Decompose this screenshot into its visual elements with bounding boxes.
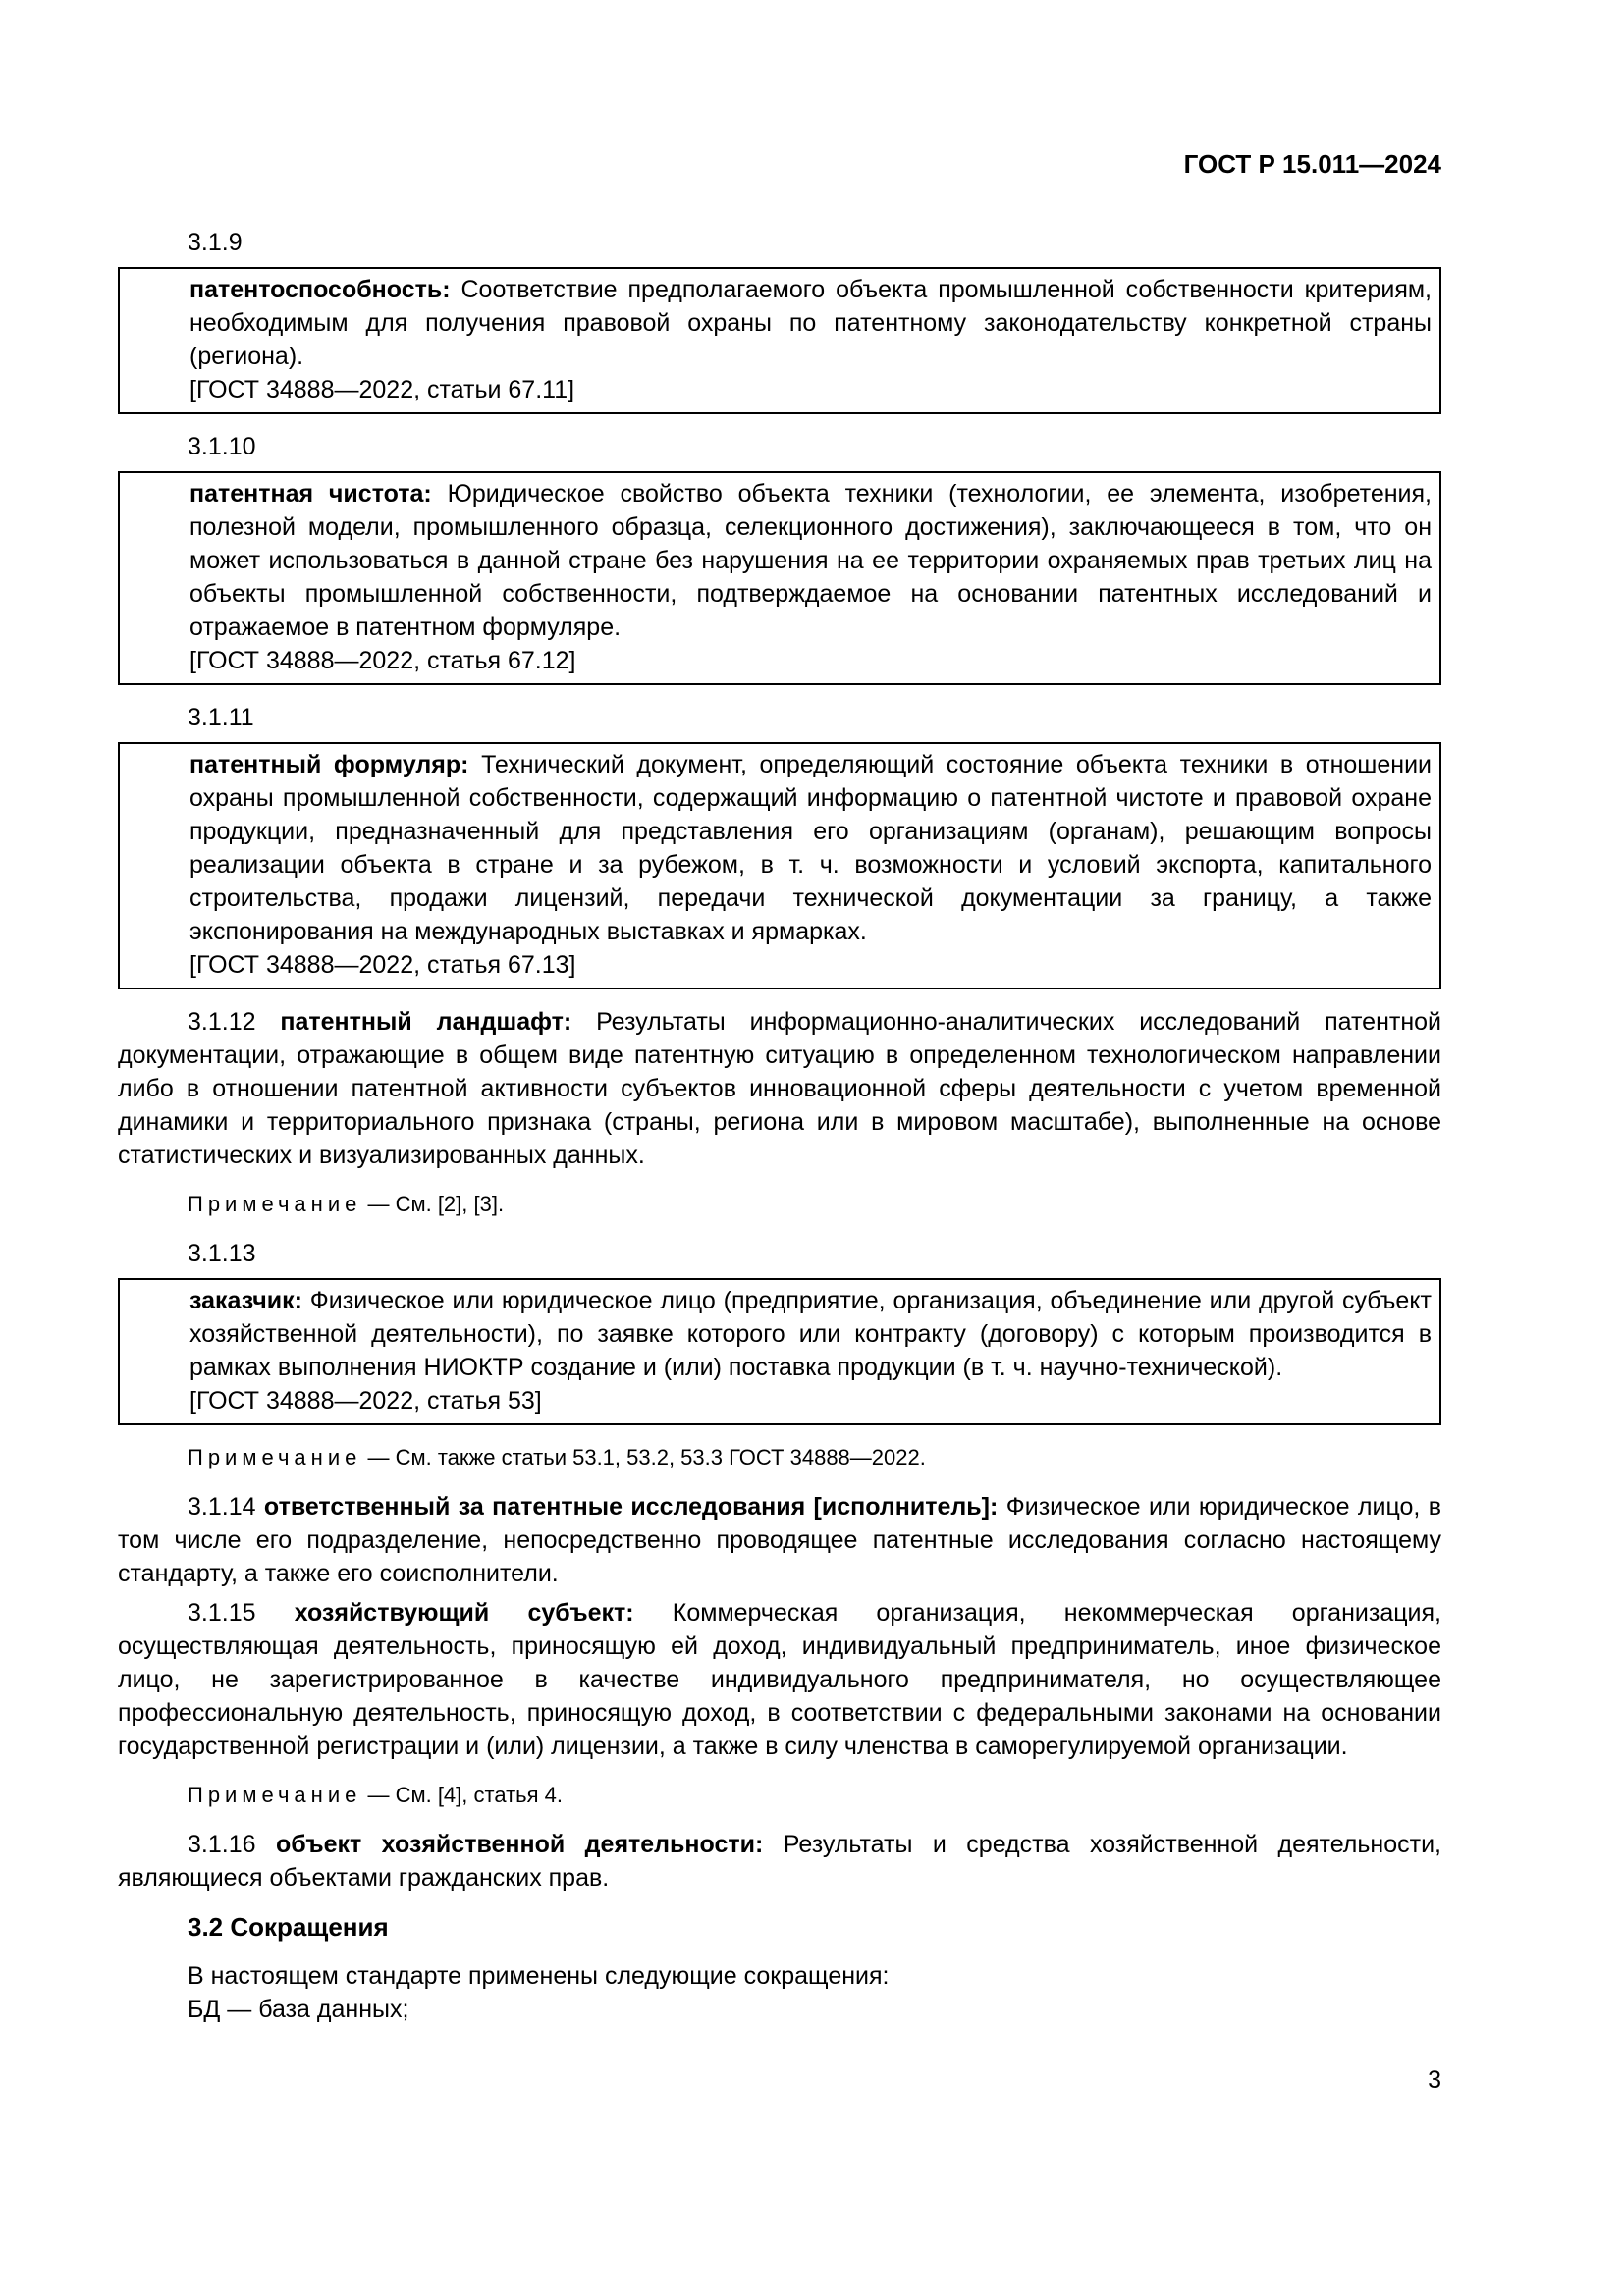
term: объект хозяйственной деятельности: [275,1831,764,1858]
paragraph-3-1-16 [118,1828,1441,1895]
term: ответственный за патентные исследования [исполнитель]: [263,1493,999,1521]
definition-text [120,748,1439,948]
definition: Соответствие предполагаемого объекта промышленной собственности критериям, необходимым для получения правовой охраны по патентному законодательству конкретной страны (региона). [189,276,1433,370]
term: патентоспособность: [189,276,451,303]
entry-number: 3.1.16 [188,1831,256,1858]
definition-source: [ГОСТ 34888—2022, статья 53] [189,1387,542,1415]
definition-box [118,742,1441,989]
note [118,1779,1441,1812]
abbreviation-item: БД — база данных; [188,1996,409,2023]
definition-box [118,1278,1441,1425]
definition: Технический документ, определяющий состояние объекта техники в отношении охраны промышленной собственности, содержащий информацию о патентной чистоте и правовой охране продукции, предназначенный для представления его организациям (органам), решающим вопросы реализации объекта в стране и за рубежом, в т. ч. возможности и условий экспорта, капитального строительства, продажи лицензий, передачи технической документации за границу, а также экспонирования на международных выставках и ярмарках. [189,751,1433,945]
definition-text [120,273,1439,373]
term: хозяйствующий субъект: [294,1599,634,1627]
note-label: Примечание [188,1783,362,1807]
paragraph-3-1-14 [118,1490,1441,1590]
definition: Результаты и средства хозяйственной деятельности, являющиеся объектами гражданских прав. [118,1831,1441,1892]
entry-number: 3.1.11 [188,704,254,731]
entry-number: 3.1.9 [188,229,243,256]
entry-number: 3.1.13 [188,1240,256,1267]
definition-source: [ГОСТ 34888—2022, статья 67.13] [189,951,576,979]
note [118,1441,1441,1474]
definition-box [118,267,1441,414]
definition: Коммерческая организация, некоммерческая организация, осуществляющая деятельность, приносящую ей доход, индивидуальный предприниматель, иное физическое лицо, не зарегистрированное в качестве индивидуального предпринимателя, но осуществляющее профессиональную деятельность, приносящую доход, в соответствии с федеральными законами на основании государственной регистрации и (или) лицензии, а также в силу членства в саморегулируемой организации. [118,1599,1441,1760]
note-text: — См. [2], [3]. [367,1192,505,1216]
definition-source: [ГОСТ 34888—2022, статьи 67.11] [189,376,575,403]
note-text: — См. также статьи 53.1, 53.2, 53.3 ГОСТ 34888—2022. [367,1445,926,1469]
definition-source: [ГОСТ 34888—2022, статья 67.12] [189,647,576,674]
term: заказчик: [189,1287,302,1314]
term: патентный формуляр: [189,751,469,778]
document-header: ГОСТ Р 15.011—2024 [1183,149,1441,179]
entry-number: 3.1.10 [188,433,256,460]
definition: Физическое или юридическое лицо, в том числе его подразделение, непосредственно проводящее патентные исследования согласно настоящему стандарту, а также его соисполнители. [118,1493,1442,1587]
definition: Юридическое свойство объекта техники (технологии, ее элемента, изобретения, полезной модели, промышленного образца, селекционного достижения), заключающееся в том, что он может использоваться в данной стране без нарушения на ее территории охраняемых прав третьих лиц на объекты промышленной собственности, подтверждаемое на основании патентных исследований и отражаемое в патентном формуляре. [189,480,1432,641]
entry-number: 3.1.14 [188,1493,256,1521]
note-label: Примечание [188,1445,362,1469]
term: патентная чистота: [189,480,432,507]
entry-number: 3.1.12 [188,1008,256,1036]
entry-number: 3.1.15 [188,1599,256,1627]
definition-box [118,471,1441,685]
definition-text [120,477,1439,644]
definition: Физическое или юридическое лицо (предприятие, организация, объединение или другой субъект хозяйственной деятельности), по заявке которого или контракту (договору) с которым производится в рамках выполнения НИОКТР создание и (или) поставка продукции (в т. ч. научно-технической). [189,1287,1432,1381]
note-text: — См. [4], статья 4. [367,1783,563,1807]
note [118,1188,1441,1221]
document-body [118,226,1441,2026]
note-label: Примечание [188,1192,362,1216]
definition: Результаты информационно-аналитических исследований патентной документации, отражающие в общем виде патентную ситуацию в определенном технологическом направлении либо в отношении патентной активности субъектов инновационной сферы деятельности с учетом временной динамики и территориального признака (страны, региона или в мировом масштабе), выполненные на основе статистических и визуализированных данных. [118,1008,1442,1169]
section-intro: В настоящем стандарте применены следующие сокращения: [188,1962,890,1990]
page-number: 3 [1428,2066,1441,2094]
term: патентный ландшафт: [280,1008,572,1036]
section-heading: 3.2 Сокращения [188,1912,389,1942]
paragraph-3-1-15 [118,1596,1441,1763]
definition-text [120,1284,1439,1384]
paragraph-3-1-12 [118,1005,1441,1172]
